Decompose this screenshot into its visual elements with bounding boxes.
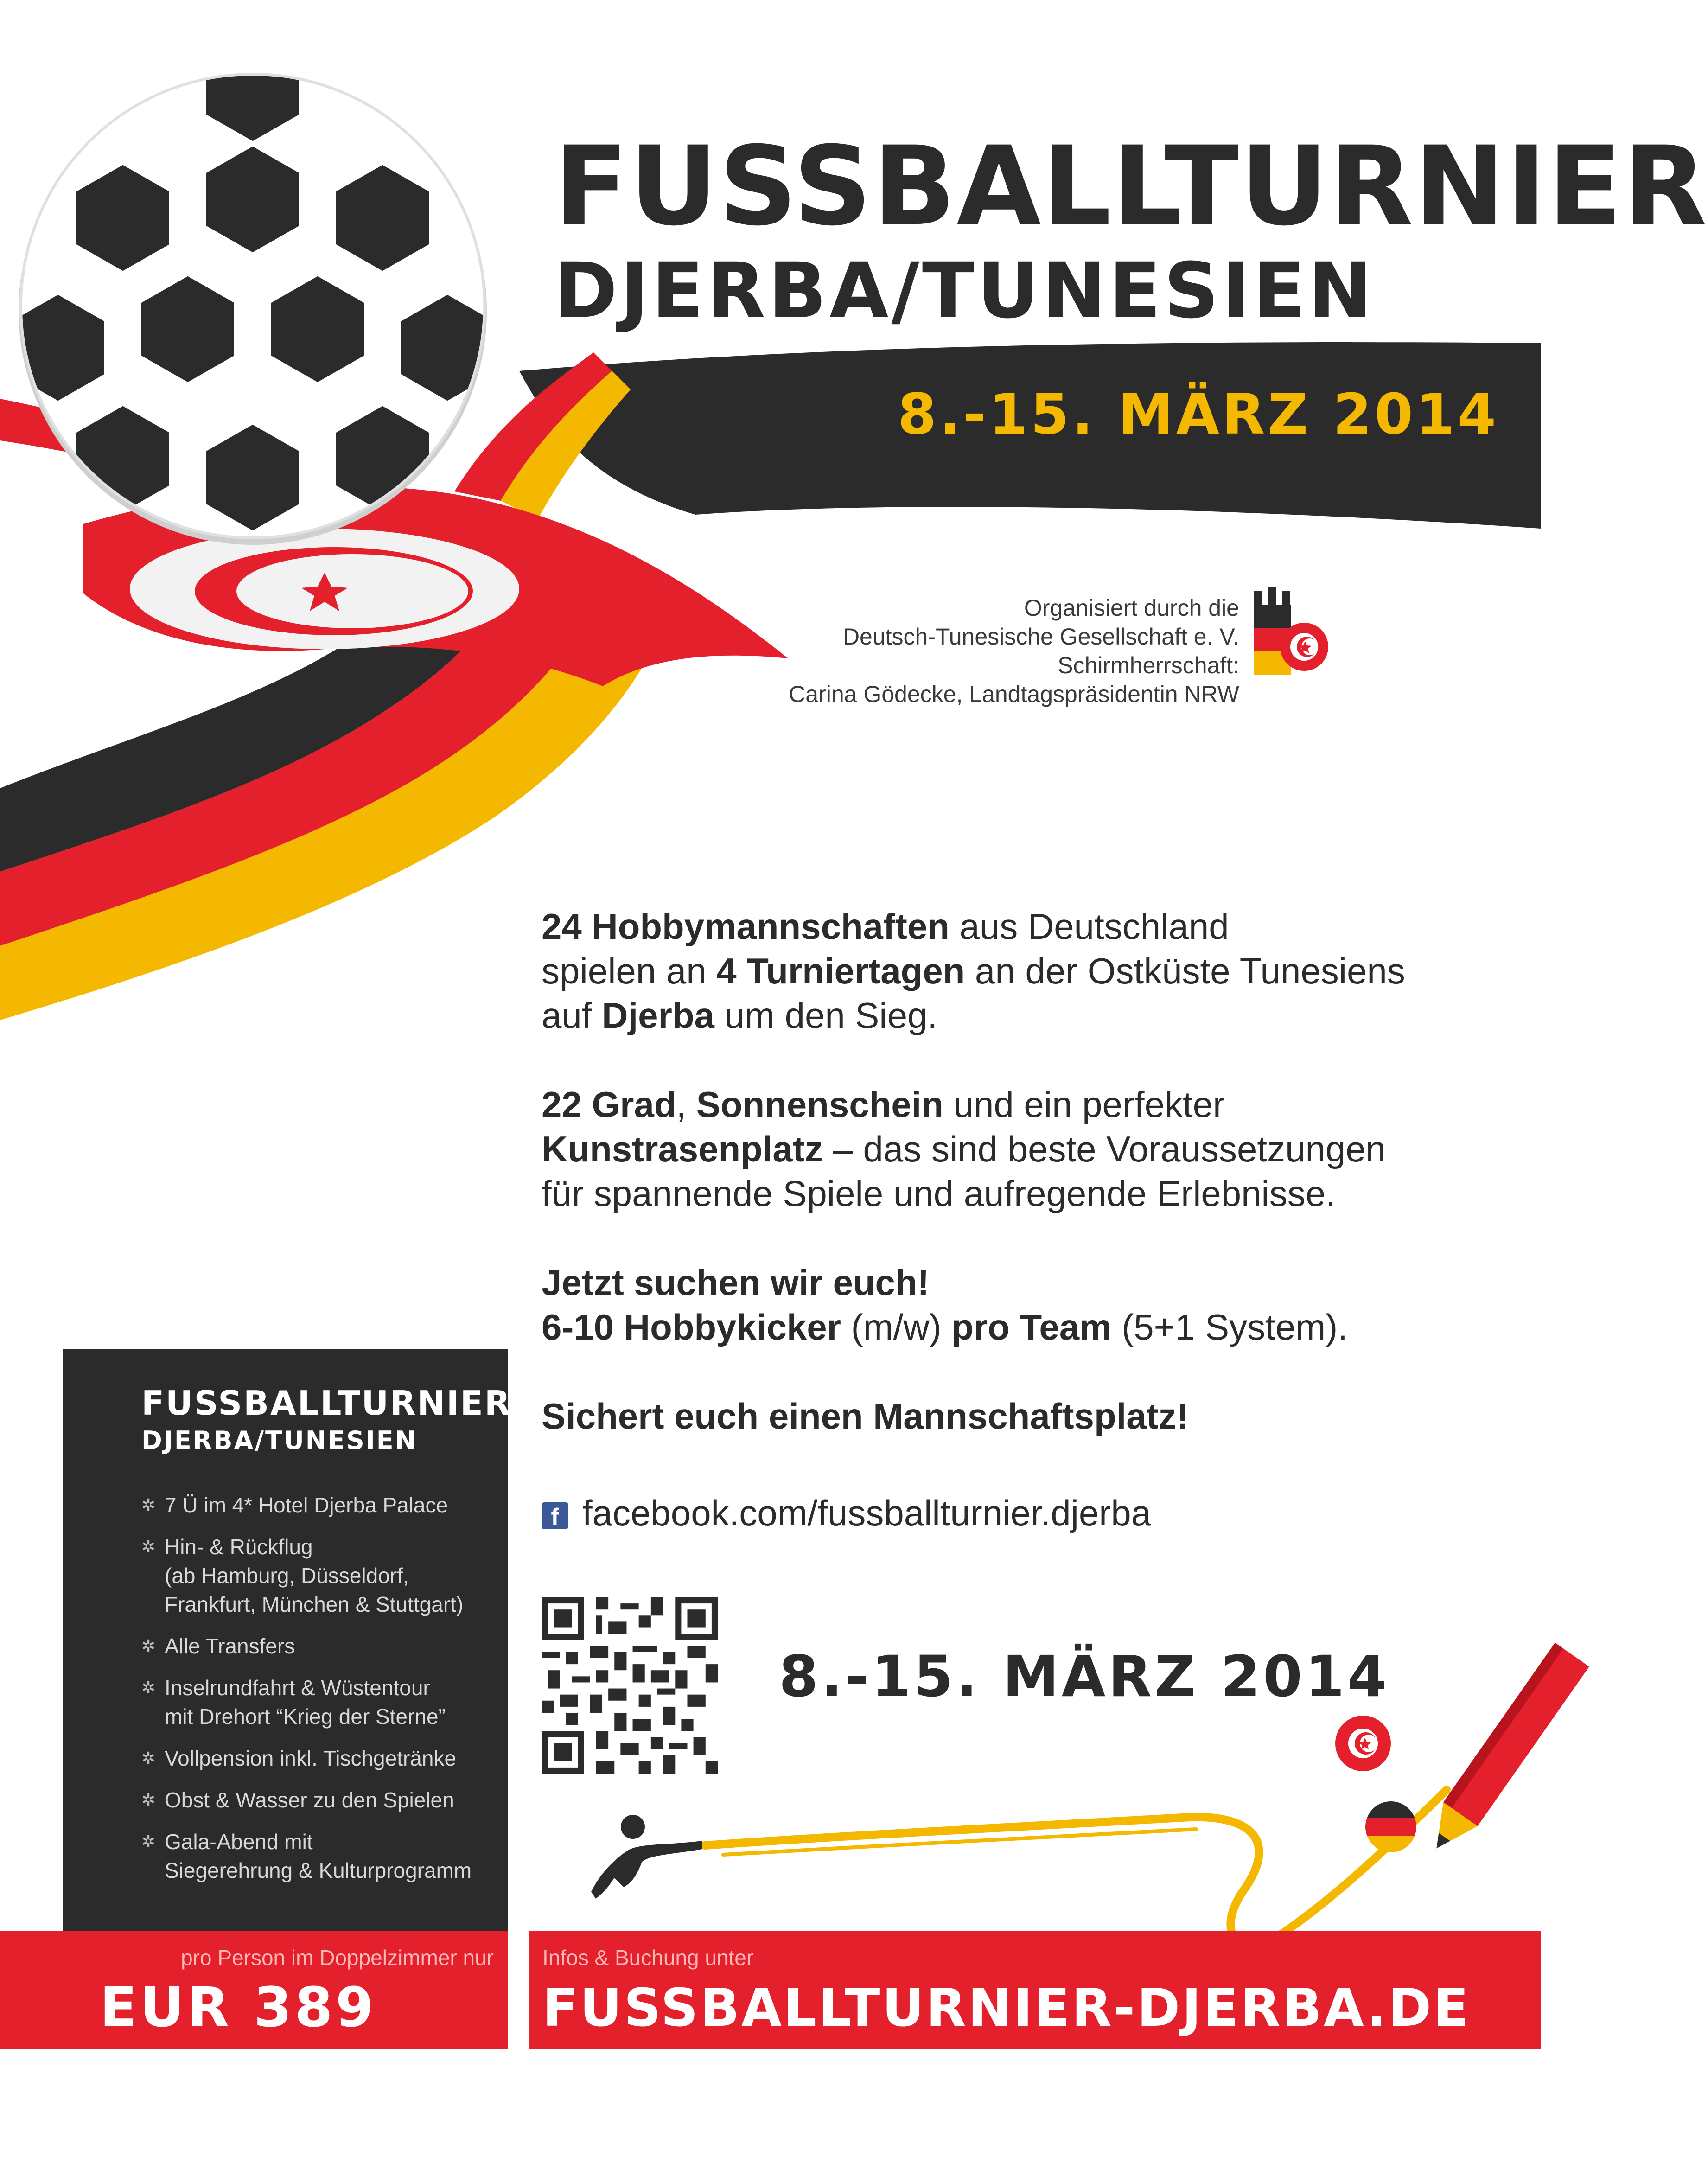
- price-bar: [0, 1931, 508, 2049]
- list-item: [141, 1673, 503, 1731]
- text: und ein perfekter: [943, 1084, 1225, 1125]
- paragraph-teams: [542, 904, 1497, 1038]
- list-item: [141, 1532, 503, 1619]
- list-item-text: ✲ Inselrundfahrt & Wüstentour mit Drehort “Krieg der Sterne”: [165, 1676, 446, 1729]
- booking-url-link[interactable]: FUSSBALLTURNIER-DJERBA.DE: [542, 1978, 1471, 2038]
- list-item-text: ✲ Obst & Wasser zu den Spielen: [165, 1788, 454, 1812]
- list-item-text: ✲ Gala-Abend mit Siegerehrung & Kulturprogramm: [165, 1830, 472, 1882]
- temperature: 22 Grad: [542, 1084, 676, 1125]
- list-item-text: ✲ Hin- & Rückflug (ab Hamburg, Düsseldorf, Frankfurt, München & Stuttgart): [165, 1535, 464, 1616]
- event-date-bottom: 8.-15. MÄRZ 2014: [779, 1644, 1389, 1710]
- facebook-url[interactable]: facebook.com/fussballturnier.djerba: [582, 1493, 1152, 1533]
- location: Djerba: [602, 995, 714, 1036]
- call-heading: Jetzt suchen wir euch!: [542, 1262, 930, 1303]
- sidebar-title: FUSSBALLTURNIER: [141, 1384, 512, 1423]
- paragraph-call: [542, 1260, 1497, 1349]
- page-title: FUSSBALLTURNIER: [554, 123, 1708, 250]
- text: ,: [676, 1084, 696, 1125]
- list-item-text: ✲ 7 Ü im 4* Hotel Djerba Palace: [165, 1493, 448, 1517]
- text: aus Deutschland: [949, 906, 1229, 947]
- soccer-ball-icon: [12, 65, 494, 547]
- pitch-type: Kunstrasenplatz: [542, 1129, 823, 1169]
- package-list: [141, 1491, 503, 1898]
- price-caption: pro Person im Doppelzimmer nur: [181, 1946, 494, 1970]
- list-item-text: ✲ Alle Transfers: [165, 1634, 295, 1658]
- booking-bar: [529, 1931, 1541, 2049]
- patron-label: Schirmherrschaft:: [1058, 652, 1239, 678]
- paragraph-cta: [542, 1394, 1497, 1438]
- sidebar-subtitle: DJERBA/TUNESIEN: [141, 1426, 417, 1455]
- list-item-text: ✲ Vollpension inkl. Tischgetränke: [165, 1746, 457, 1770]
- text: (5+1 System).: [1111, 1307, 1348, 1347]
- organization-logo-icon: [1249, 587, 1331, 679]
- list-item: [141, 1491, 503, 1519]
- package-sidebar: [63, 1349, 512, 1931]
- germany-flag-icon: [1363, 1799, 1419, 1855]
- facebook-link[interactable]: [542, 1491, 1151, 1535]
- organizer-line: Deutsch-Tunesische Gesellschaft e. V.: [842, 624, 1239, 650]
- event-date-top: 8.-15. MÄRZ 2014: [898, 383, 1499, 447]
- text: für spannende Spiele und aufregende Erlebnisse.: [542, 1173, 1336, 1214]
- booking-caption: Infos & Buchung unter: [542, 1946, 754, 1970]
- patron-name: Carina Gödecke, Landtagspräsidentin NRW: [789, 681, 1239, 707]
- list-item: [141, 1632, 503, 1660]
- main-description: [542, 904, 1497, 1483]
- list-item: [141, 1786, 503, 1814]
- list-item: [141, 1744, 503, 1773]
- page-subtitle: DJERBA/TUNESIEN: [554, 246, 1375, 335]
- tournament-days: 4 Turniertagen: [716, 951, 965, 991]
- facebook-icon: f: [542, 1502, 568, 1529]
- list-item: [141, 1827, 503, 1885]
- players-count: 6-10 Hobbykicker: [542, 1307, 841, 1347]
- per-team: pro Team: [951, 1307, 1112, 1347]
- player-icon: [563, 1808, 712, 1901]
- organizer-line: Organisiert durch die: [1024, 595, 1239, 621]
- call-to-action: Sichert euch einen Mannschaftsplatz!: [542, 1396, 1189, 1436]
- text: um den Sieg.: [714, 995, 938, 1036]
- qr-code-icon[interactable]: [542, 1597, 718, 1774]
- text: auf: [542, 995, 602, 1036]
- price-value: EUR 389: [100, 1975, 376, 2039]
- paragraph-conditions: [542, 1082, 1497, 1216]
- text: an der Ostküste Tunesiens: [965, 951, 1405, 991]
- text: (m/w): [841, 1307, 952, 1347]
- text: – das sind beste Voraussetzungen: [822, 1129, 1386, 1169]
- teams-count: 24 Hobbymannschaften: [542, 906, 950, 947]
- text: spielen an: [542, 951, 717, 991]
- organizer-block: [789, 593, 1239, 708]
- weather: Sonnenschein: [696, 1084, 943, 1125]
